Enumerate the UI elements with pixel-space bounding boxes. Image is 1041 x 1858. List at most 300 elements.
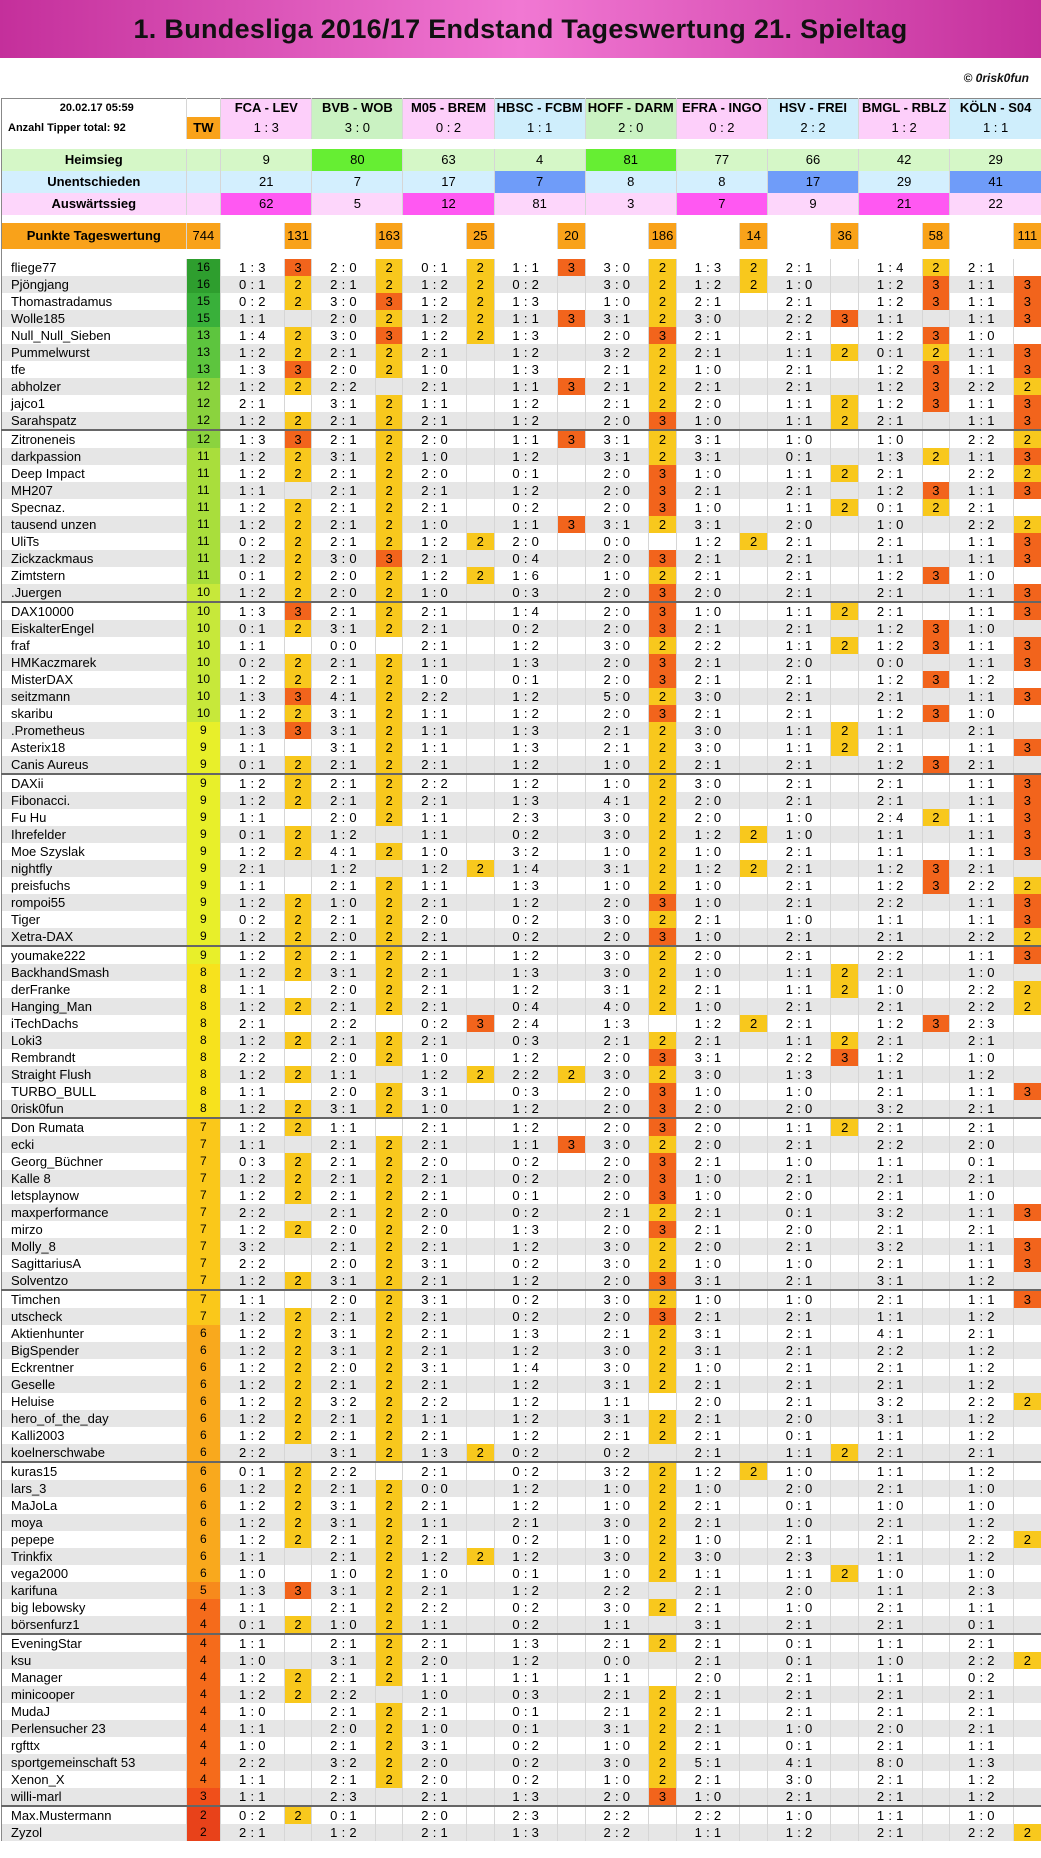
player-tip: 1 : 0 xyxy=(221,1737,284,1754)
tip-points xyxy=(558,1771,586,1788)
tip-points xyxy=(466,1824,494,1841)
tip-points: 2 xyxy=(466,310,494,327)
player-tip: 0 : 3 xyxy=(494,1032,557,1049)
player-row xyxy=(2,1599,1041,1616)
tip-points xyxy=(831,1272,859,1290)
player-name: Don Rumata xyxy=(2,1118,187,1136)
tip-points: 3 xyxy=(649,671,677,688)
tip-points xyxy=(466,671,494,688)
player-tip: 1 : 2 xyxy=(676,860,739,877)
tip-points: 2 xyxy=(284,928,312,946)
tip-points: 3 xyxy=(649,1170,677,1187)
player-tip: 1 : 2 xyxy=(859,378,922,395)
player-points: 9 xyxy=(186,843,221,860)
tip-points: 3 xyxy=(649,465,677,482)
player-tip: 3 : 2 xyxy=(312,1393,375,1410)
player-tip: 1 : 2 xyxy=(221,1376,284,1393)
player-tip: 1 : 2 xyxy=(403,276,466,293)
player-tip: 0 : 1 xyxy=(221,620,284,637)
tip-points xyxy=(558,1410,586,1427)
player-tip: 1 : 2 xyxy=(221,946,284,964)
tip-points xyxy=(558,1100,586,1118)
player-tip: 1 : 3 xyxy=(494,1788,557,1806)
player-tip: 2 : 1 xyxy=(676,567,739,584)
player-tip: 3 : 0 xyxy=(676,688,739,705)
player-name: Hanging_Man xyxy=(2,998,187,1015)
player-row xyxy=(2,1652,1041,1669)
player-tip: 1 : 3 xyxy=(221,430,284,448)
tip-points xyxy=(831,1393,859,1410)
tip-points: 2 xyxy=(375,1480,403,1497)
player-tip: 2 : 1 xyxy=(767,533,830,550)
tip-points xyxy=(740,1824,768,1841)
player-points: 8 xyxy=(186,1066,221,1083)
tip-points: 2 xyxy=(649,756,677,774)
tip-points xyxy=(466,1187,494,1204)
player-tip: 2 : 2 xyxy=(312,1462,375,1480)
player-tip: 2 : 1 xyxy=(859,1686,922,1703)
tip-points xyxy=(831,1514,859,1531)
player-tip: 2 : 1 xyxy=(403,412,466,430)
player-tip: 2 : 0 xyxy=(585,465,648,482)
tip-points xyxy=(922,946,950,964)
tw-spacer xyxy=(186,99,221,117)
tip-points: 3 xyxy=(922,705,950,722)
player-tip: 2 : 1 xyxy=(859,412,922,430)
player-tip: 2 : 2 xyxy=(950,928,1013,946)
player-tip: 1 : 0 xyxy=(767,1462,830,1480)
tip-points xyxy=(1013,1272,1041,1290)
player-tip: 2 : 1 xyxy=(859,1359,922,1376)
player-tip: 2 : 1 xyxy=(403,964,466,981)
player-tip: 3 : 0 xyxy=(676,1066,739,1083)
player-tip: 2 : 0 xyxy=(585,1272,648,1290)
player-tip: 3 : 0 xyxy=(585,1255,648,1272)
tip-points: 2 xyxy=(284,1410,312,1427)
player-row xyxy=(2,946,1041,964)
player-points: 15 xyxy=(186,293,221,310)
tip-points xyxy=(740,448,768,465)
player-tip: 1 : 0 xyxy=(767,1083,830,1100)
player-tip: 1 : 0 xyxy=(403,1049,466,1066)
player-tip: 3 : 1 xyxy=(312,739,375,756)
player-tip: 3 : 1 xyxy=(676,1325,739,1342)
player-tip: 3 : 1 xyxy=(312,1325,375,1342)
tip-points xyxy=(831,1238,859,1255)
tip-points: 2 xyxy=(375,705,403,722)
tip-points xyxy=(740,293,768,310)
tip-points: 3 xyxy=(922,276,950,293)
tip-points xyxy=(558,1616,586,1634)
player-tip: 2 : 0 xyxy=(767,1480,830,1497)
tip-points: 3 xyxy=(375,293,403,310)
tip-points: 2 xyxy=(1013,877,1041,894)
player-tip: 2 : 0 xyxy=(403,1221,466,1238)
tip-points: 2 xyxy=(284,1393,312,1410)
player-tip: 2 : 2 xyxy=(585,1824,648,1841)
player-tip: 0 : 4 xyxy=(494,998,557,1015)
player-tip: 2 : 1 xyxy=(403,1427,466,1444)
player-tip: 1 : 1 xyxy=(403,739,466,756)
tip-points: 2 xyxy=(1013,516,1041,533)
player-tip: 1 : 0 xyxy=(312,1616,375,1634)
tip-points: 2 xyxy=(649,430,677,448)
player-tip: 3 : 0 xyxy=(676,774,739,792)
tip-points: 2 xyxy=(375,1737,403,1754)
player-tip: 2 : 1 xyxy=(312,1634,375,1652)
tip-points: 3 xyxy=(284,688,312,705)
player-tip: 1 : 0 xyxy=(312,1565,375,1582)
tip-points xyxy=(1013,1015,1041,1032)
tip-points: 2 xyxy=(375,395,403,412)
tip-points xyxy=(922,1325,950,1342)
tip-points: 2 xyxy=(284,1032,312,1049)
tip-points: 2 xyxy=(284,671,312,688)
player-tip: 2 : 1 xyxy=(767,1616,830,1634)
tip-points xyxy=(558,1342,586,1359)
player-tip: 2 : 1 xyxy=(950,259,1013,276)
tip-points: 3 xyxy=(558,378,586,395)
tip-points xyxy=(740,1290,768,1308)
tip-points: 3 xyxy=(1013,1290,1041,1308)
tip-points xyxy=(558,1754,586,1771)
player-tip: 1 : 2 xyxy=(494,1410,557,1427)
player-tip: 1 : 0 xyxy=(312,894,375,911)
tip-points: 2 xyxy=(375,1652,403,1669)
player-points: 12 xyxy=(186,395,221,412)
player-tip: 1 : 2 xyxy=(221,1393,284,1410)
tip-points: 2 xyxy=(284,654,312,671)
player-tip: 1 : 1 xyxy=(221,809,284,826)
player-points: 9 xyxy=(186,774,221,792)
player-tip: 1 : 2 xyxy=(859,361,922,378)
player-tip: 1 : 2 xyxy=(950,1272,1013,1290)
player-points: 6 xyxy=(186,1531,221,1548)
tip-points: 2 xyxy=(466,533,494,550)
player-tip: 2 : 3 xyxy=(950,1582,1013,1599)
player-tip: 2 : 1 xyxy=(767,1015,830,1032)
tip-points: 2 xyxy=(284,412,312,430)
tip-points xyxy=(831,1480,859,1497)
player-tip: 1 : 2 xyxy=(859,567,922,584)
player-tip: 0 : 2 xyxy=(494,1255,557,1272)
player-name: Eckrentner xyxy=(2,1359,187,1376)
player-tip: 1 : 2 xyxy=(859,637,922,654)
player-tip: 2 : 1 xyxy=(312,276,375,293)
tip-points xyxy=(740,361,768,378)
tip-points: 3 xyxy=(649,482,677,499)
player-tip: 3 : 0 xyxy=(585,276,648,293)
player-row xyxy=(2,1427,1041,1444)
tip-points xyxy=(1013,1480,1041,1497)
tip-points xyxy=(831,1100,859,1118)
tip-points: 2 xyxy=(375,1444,403,1462)
player-points: 9 xyxy=(186,722,221,739)
player-points: 13 xyxy=(186,361,221,378)
tip-points xyxy=(284,1737,312,1754)
player-tip: 1 : 1 xyxy=(221,1290,284,1308)
player-tip: 1 : 2 xyxy=(221,448,284,465)
player-tip: 2 : 2 xyxy=(950,877,1013,894)
player-tip: 2 : 0 xyxy=(312,928,375,946)
tip-points xyxy=(558,1427,586,1444)
player-tip: 1 : 1 xyxy=(950,412,1013,430)
player-tip: 0 : 1 xyxy=(494,465,557,482)
player-tip: 3 : 1 xyxy=(585,981,648,998)
tip-points xyxy=(740,946,768,964)
tip-points xyxy=(284,1136,312,1153)
tip-points xyxy=(284,1083,312,1100)
tip-points xyxy=(1013,1444,1041,1462)
player-tip: 2 : 1 xyxy=(676,981,739,998)
player-tip: 2 : 1 xyxy=(859,1599,922,1616)
player-tip: 1 : 0 xyxy=(676,412,739,430)
tip-points: 2 xyxy=(375,1083,403,1100)
player-tip: 2 : 1 xyxy=(676,1634,739,1652)
player-tip: 1 : 3 xyxy=(950,1754,1013,1771)
tip-points: 2 xyxy=(649,1410,677,1427)
player-tip: 1 : 0 xyxy=(676,928,739,946)
player-name: rgfttx xyxy=(2,1737,187,1754)
tip-points xyxy=(922,1170,950,1187)
player-tip: 1 : 0 xyxy=(767,1720,830,1737)
tip-points xyxy=(558,877,586,894)
player-tip: 1 : 1 xyxy=(221,1083,284,1100)
player-tip: 3 : 0 xyxy=(585,946,648,964)
tip-points xyxy=(740,620,768,637)
player-row xyxy=(2,894,1041,911)
tip-points xyxy=(1013,1497,1041,1514)
player-points: 9 xyxy=(186,946,221,964)
game-result: 1 : 1 xyxy=(950,117,1041,139)
tip-points xyxy=(740,310,768,327)
player-name: Rembrandt xyxy=(2,1049,187,1066)
tip-points: 2 xyxy=(375,1376,403,1393)
player-tip: 2 : 1 xyxy=(859,1788,922,1806)
tip-points: 3 xyxy=(1013,1238,1041,1255)
player-tip: 1 : 1 xyxy=(950,482,1013,499)
player-points: 7 xyxy=(186,1118,221,1136)
tip-points xyxy=(922,412,950,430)
tip-points: 2 xyxy=(649,293,677,310)
player-row xyxy=(2,1669,1041,1686)
player-name: seitzmann xyxy=(2,688,187,705)
tip-points xyxy=(831,533,859,550)
player-tip: 3 : 2 xyxy=(494,843,557,860)
player-tip: 1 : 2 xyxy=(859,705,922,722)
player-tip: 2 : 2 xyxy=(950,1531,1013,1548)
player-tip: 0 : 0 xyxy=(403,1480,466,1497)
player-tip: 1 : 3 xyxy=(494,327,557,344)
tip-points: 2 xyxy=(649,1359,677,1376)
tip-points: 2 xyxy=(649,1255,677,1272)
player-tip: 2 : 0 xyxy=(585,1118,648,1136)
tip-points xyxy=(558,276,586,293)
tip-points xyxy=(740,792,768,809)
player-tip: 1 : 2 xyxy=(312,860,375,877)
tip-points xyxy=(831,894,859,911)
tip-count: 80 xyxy=(312,149,403,171)
tip-points: 2 xyxy=(375,412,403,430)
game-points: 131 xyxy=(284,223,312,249)
player-tip: 0 : 2 xyxy=(221,293,284,310)
game-teams: KÖLN - S04 xyxy=(950,99,1041,117)
player-name: nightfly xyxy=(2,860,187,877)
tip-points: 2 xyxy=(284,1118,312,1136)
tip-points xyxy=(740,1204,768,1221)
tip-points: 2 xyxy=(375,1290,403,1308)
tip-points: 2 xyxy=(649,860,677,877)
player-tip: 2 : 1 xyxy=(403,894,466,911)
player-tip: 1 : 0 xyxy=(585,1480,648,1497)
tip-points: 3 xyxy=(649,894,677,911)
player-row xyxy=(2,378,1041,395)
player-tip: 0 : 2 xyxy=(403,1015,466,1032)
game-points: 20 xyxy=(558,223,586,249)
tip-points xyxy=(558,1083,586,1100)
player-tip: 0 : 2 xyxy=(494,1531,557,1548)
player-tip: 1 : 1 xyxy=(950,1238,1013,1255)
player-name: MH207 xyxy=(2,482,187,499)
player-tip: 2 : 1 xyxy=(859,1737,922,1754)
player-tip: 1 : 1 xyxy=(403,1669,466,1686)
player-tip: 2 : 0 xyxy=(585,550,648,567)
tip-points xyxy=(375,637,403,654)
tip-points: 3 xyxy=(922,378,950,395)
player-tip: 1 : 0 xyxy=(859,1497,922,1514)
player-points: 11 xyxy=(186,533,221,550)
tip-points: 3 xyxy=(375,327,403,344)
tip-points xyxy=(1013,1582,1041,1599)
tip-points: 3 xyxy=(558,310,586,327)
player-name: EiskalterEngel xyxy=(2,620,187,637)
tip-points: 2 xyxy=(649,1238,677,1255)
player-tip: 3 : 0 xyxy=(585,637,648,654)
player-row xyxy=(2,1531,1041,1548)
tip-points xyxy=(831,1737,859,1754)
player-tip: 2 : 1 xyxy=(312,1308,375,1325)
tip-points xyxy=(831,1634,859,1652)
player-tip: 3 : 0 xyxy=(585,1548,648,1565)
player-tip: 1 : 2 xyxy=(403,533,466,550)
tip-points xyxy=(466,1032,494,1049)
tip-points xyxy=(1013,1462,1041,1480)
player-tip: 1 : 1 xyxy=(767,602,830,620)
player-tip: 5 : 1 xyxy=(676,1754,739,1771)
tip-points xyxy=(740,1238,768,1255)
player-points: 4 xyxy=(186,1686,221,1703)
tip-points xyxy=(922,1153,950,1170)
tip-points: 2 xyxy=(284,1480,312,1497)
player-tip: 0 : 2 xyxy=(494,1771,557,1788)
player-tip: 2 : 2 xyxy=(221,1754,284,1771)
player-tip: 2 : 1 xyxy=(767,293,830,310)
player-tip: 1 : 2 xyxy=(403,567,466,584)
tip-points xyxy=(558,1308,586,1325)
player-tip: 1 : 1 xyxy=(221,1548,284,1565)
tip-points: 2 xyxy=(284,448,312,465)
tip-points xyxy=(558,293,586,310)
player-tip: 1 : 2 xyxy=(221,1221,284,1238)
tip-points xyxy=(922,774,950,792)
player-tip: 2 : 3 xyxy=(494,809,557,826)
player-tip: 1 : 1 xyxy=(221,310,284,327)
tip-points xyxy=(466,964,494,981)
tip-points xyxy=(284,1255,312,1272)
player-name: Pummelwurst xyxy=(2,344,187,361)
tip-points: 3 xyxy=(1013,637,1041,654)
tip-points: 2 xyxy=(649,395,677,412)
player-tip: 2 : 1 xyxy=(403,1531,466,1548)
tip-points: 2 xyxy=(466,259,494,276)
tip-count: 17 xyxy=(767,171,858,193)
player-tip: 1 : 1 xyxy=(403,1410,466,1427)
player-name: Perlensucher 23 xyxy=(2,1720,187,1737)
player-row xyxy=(2,276,1041,293)
tip-points xyxy=(558,412,586,430)
player-tip: 2 : 0 xyxy=(585,584,648,602)
player-row xyxy=(2,1255,1041,1272)
player-points: 10 xyxy=(186,620,221,637)
tip-points: 2 xyxy=(284,756,312,774)
tip-points xyxy=(922,826,950,843)
player-tip: 1 : 0 xyxy=(676,1531,739,1548)
player-tip: 2 : 0 xyxy=(585,482,648,499)
tip-points xyxy=(558,1531,586,1548)
player-tip: 1 : 1 xyxy=(859,550,922,567)
tip-points xyxy=(831,1221,859,1238)
tip-points xyxy=(740,1118,768,1136)
player-row xyxy=(2,1083,1041,1100)
player-points: 7 xyxy=(186,1153,221,1170)
player-tip: 0 : 1 xyxy=(767,1427,830,1444)
tip-points: 2 xyxy=(375,756,403,774)
player-points: 4 xyxy=(186,1737,221,1754)
tip-points xyxy=(558,928,586,946)
player-name: Null_Null_Sieben xyxy=(2,327,187,344)
player-tip: 1 : 1 xyxy=(950,1083,1013,1100)
player-tip: 1 : 0 xyxy=(950,1806,1013,1824)
player-tip: 0 : 2 xyxy=(221,654,284,671)
tip-points: 3 xyxy=(1013,533,1041,550)
tip-points: 3 xyxy=(1013,482,1041,499)
tip-points xyxy=(831,1204,859,1221)
player-name: Sarahspatz xyxy=(2,412,187,430)
player-name: iTechDachs xyxy=(2,1015,187,1032)
tip-points: 3 xyxy=(1013,550,1041,567)
tip-points xyxy=(831,259,859,276)
tip-points xyxy=(1013,964,1041,981)
tip-points xyxy=(375,1066,403,1083)
tip-points xyxy=(558,1221,586,1238)
tip-points xyxy=(922,1083,950,1100)
player-tip: 1 : 4 xyxy=(494,1359,557,1376)
player-name: lars_3 xyxy=(2,1480,187,1497)
tip-points: 3 xyxy=(284,1582,312,1599)
player-tip: 2 : 0 xyxy=(585,671,648,688)
tip-points xyxy=(466,1737,494,1754)
player-tip: 1 : 2 xyxy=(494,1100,557,1118)
tip-points xyxy=(922,1720,950,1737)
player-tip: 2 : 1 xyxy=(676,1771,739,1788)
tip-points: 3 xyxy=(1013,1083,1041,1100)
player-row xyxy=(2,499,1041,516)
tip-points xyxy=(831,1599,859,1616)
player-tip: 2 : 1 xyxy=(950,1100,1013,1118)
player-tip: 2 : 1 xyxy=(767,259,830,276)
player-tip: 2 : 1 xyxy=(859,1255,922,1272)
player-points: 2 xyxy=(186,1824,221,1841)
